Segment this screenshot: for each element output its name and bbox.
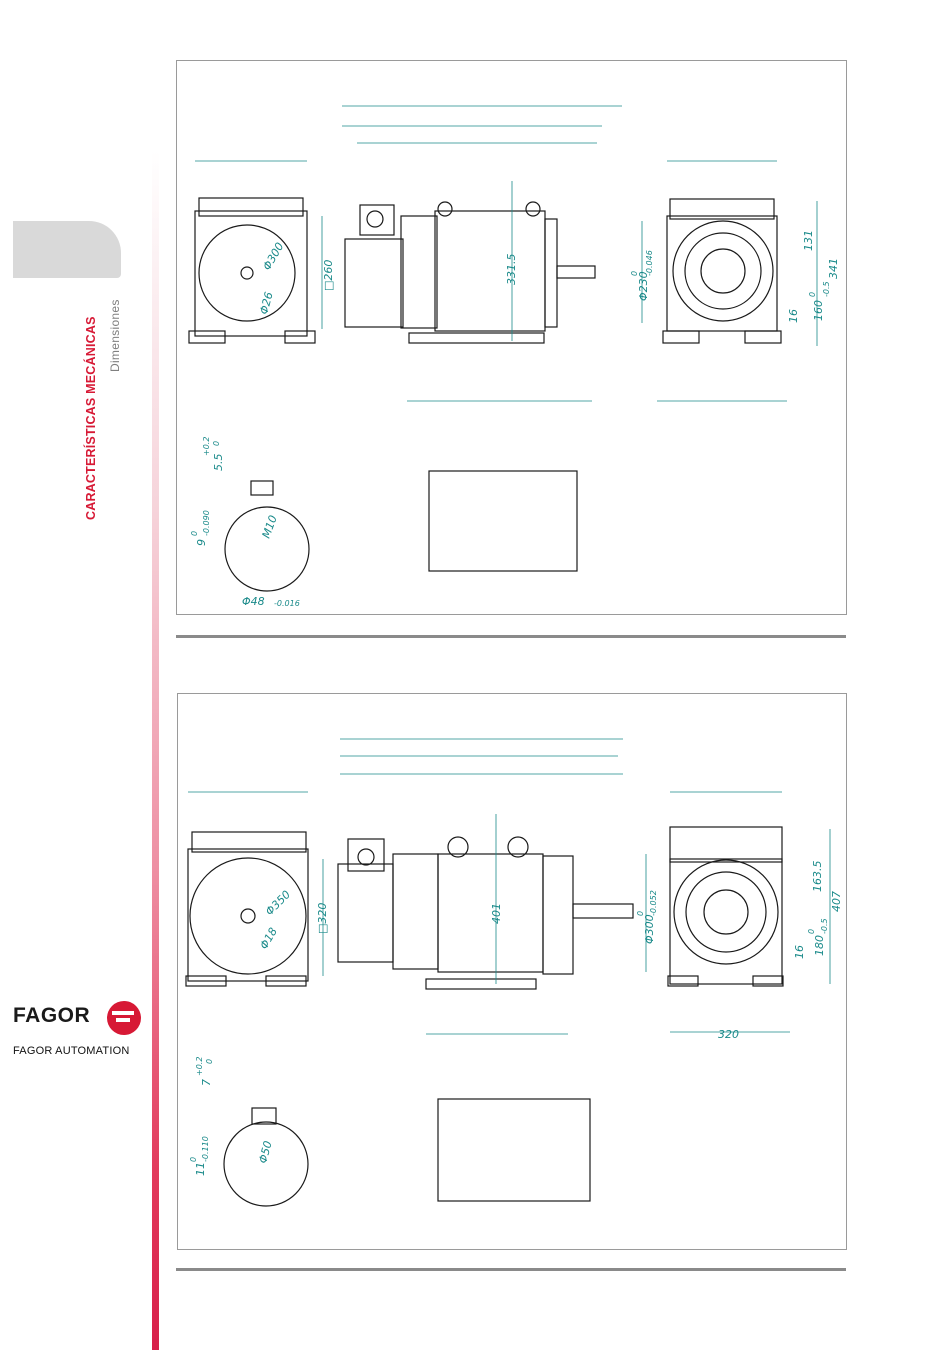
section-divider-2 [176, 1268, 846, 1271]
rear-tol-160-upper: 0 [808, 291, 817, 297]
logo-text: FAGOR [13, 1004, 91, 1027]
flange-tol-lower: -0.052 [649, 890, 658, 916]
rear-dim-131: 131 [802, 230, 815, 251]
rear-dim-16: 16 [793, 945, 806, 959]
section-divider-1 [176, 635, 846, 638]
key-width: 5.5 [212, 453, 225, 471]
body-length: 331.5 [505, 253, 518, 285]
sidebar-accent-line [152, 150, 159, 1350]
shaft-thread: M10 [259, 513, 280, 541]
key-tol-lower: 0 [212, 440, 221, 446]
shaft-tolerance: -0.016 [274, 599, 300, 608]
flange-diameter: Φ230 [637, 271, 650, 301]
rear-width: 320 [718, 1028, 739, 1041]
rear-dim-180: 180 [813, 935, 826, 956]
rear-tol-180-upper: 0 [807, 928, 816, 934]
section-tab [13, 221, 121, 278]
shaft-diameter: Φ48 [242, 595, 265, 608]
rear-dim-407: 407 [830, 891, 843, 912]
key-depth: 9 [195, 539, 208, 546]
key-depth-tol-upper: 0 [189, 1156, 198, 1162]
rear-tol-180-lower: -0.5 [820, 918, 829, 934]
key-depth-tol-upper: 0 [190, 530, 199, 536]
flange-tol-upper: 0 [630, 270, 639, 276]
rear-dim-341: 341 [827, 258, 840, 279]
key-width: 7 [200, 1079, 213, 1086]
flange-diameter: Φ300 [643, 914, 656, 944]
flange-tol-upper: 0 [636, 910, 645, 916]
rear-tol-160-lower: -0.5 [822, 281, 831, 297]
key-tol-lower: 0 [205, 1058, 214, 1064]
key-depth-tol-lower: -0.110 [201, 1136, 210, 1162]
company-name: FAGOR AUTOMATION [13, 1045, 130, 1057]
rear-dim-16: 16 [787, 309, 800, 323]
rear-dim-163: 163.5 [811, 860, 824, 892]
front-diameter-outer: Φ300 [260, 240, 287, 273]
key-depth: 11 [194, 1162, 207, 1176]
fagor-logo-icon [106, 1000, 142, 1036]
front-diameter-bolt: Φ18 [257, 925, 280, 952]
flange-tol-lower: -0.046 [645, 250, 654, 276]
motor-drawing-2 [178, 694, 846, 1249]
frame-square: □320 [316, 902, 329, 934]
motor-drawing-1 [177, 61, 846, 614]
drawing-frame-1 [176, 60, 847, 615]
shaft-diameter: Φ50 [256, 1139, 275, 1165]
fagor-logo [13, 1000, 143, 1034]
section-title: CARACTERÍSTICAS MECÁNICAS [84, 316, 98, 520]
rear-dim-160: 160 [812, 300, 825, 321]
key-tol-upper: +0.2 [195, 1056, 204, 1076]
section-subtitle: Dimensiones [108, 299, 122, 372]
key-depth-tol-lower: -0.090 [202, 510, 211, 536]
key-tol-upper: +0.2 [202, 436, 211, 456]
front-diameter-bolt: Φ26 [257, 290, 276, 316]
front-diameter-outer: Φ350 [262, 887, 294, 919]
frame-square: □260 [322, 259, 335, 291]
body-length: 401 [490, 903, 503, 924]
drawing-frame-2 [177, 693, 847, 1250]
